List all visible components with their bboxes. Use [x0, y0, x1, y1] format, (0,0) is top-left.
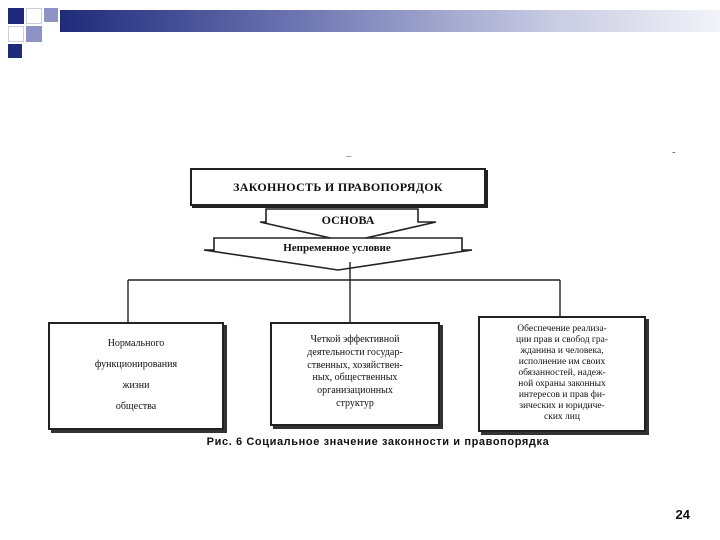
box-line: ственных, хозяйствен-: [307, 359, 403, 371]
box-line: ции прав и свобод гра-: [516, 335, 608, 346]
box-line: исполнение им своих: [518, 357, 606, 368]
box-line: зических и юридиче-: [519, 401, 605, 412]
box-line: Обеспечение реализа-: [517, 324, 607, 334]
box-line: ских лиц: [544, 412, 580, 423]
diagram-title: ЗАКОННОСТЬ И ПРАВОПОРЯДОК: [233, 179, 443, 194]
box-line: ной охраны законных: [518, 379, 606, 390]
box-line: организационных: [317, 385, 393, 397]
condition-label: Непременное условие: [283, 242, 391, 254]
figure-caption: Рис. 6 Социальное значение законности и правопорядка: [206, 436, 550, 448]
box-line: деятельности государ-: [307, 346, 403, 358]
box-line: общества: [115, 400, 157, 412]
box-line: структур: [336, 397, 374, 409]
scan-mark: –: [346, 150, 352, 162]
box-line: Четкой эффективной: [310, 334, 400, 345]
box-line: жданина и человека,: [520, 346, 604, 357]
box-line: функционирования: [94, 359, 178, 371]
box-normal-functioning: [48, 322, 224, 430]
box-effective-activity: [270, 322, 440, 426]
scan-mark: -: [672, 146, 676, 158]
box-rights-protection: [478, 316, 646, 432]
box-line: Нормального: [107, 338, 165, 350]
page-number: 24: [675, 507, 690, 522]
box-line: обязанностей, надеж-: [518, 368, 606, 379]
box-line: ных, общественных: [312, 372, 398, 384]
diagram-title-box: [190, 168, 486, 206]
basis-label: ОСНОВА: [321, 212, 375, 227]
box-line: жизни: [122, 380, 150, 391]
box-line: интересов и прав фи-: [518, 390, 606, 401]
